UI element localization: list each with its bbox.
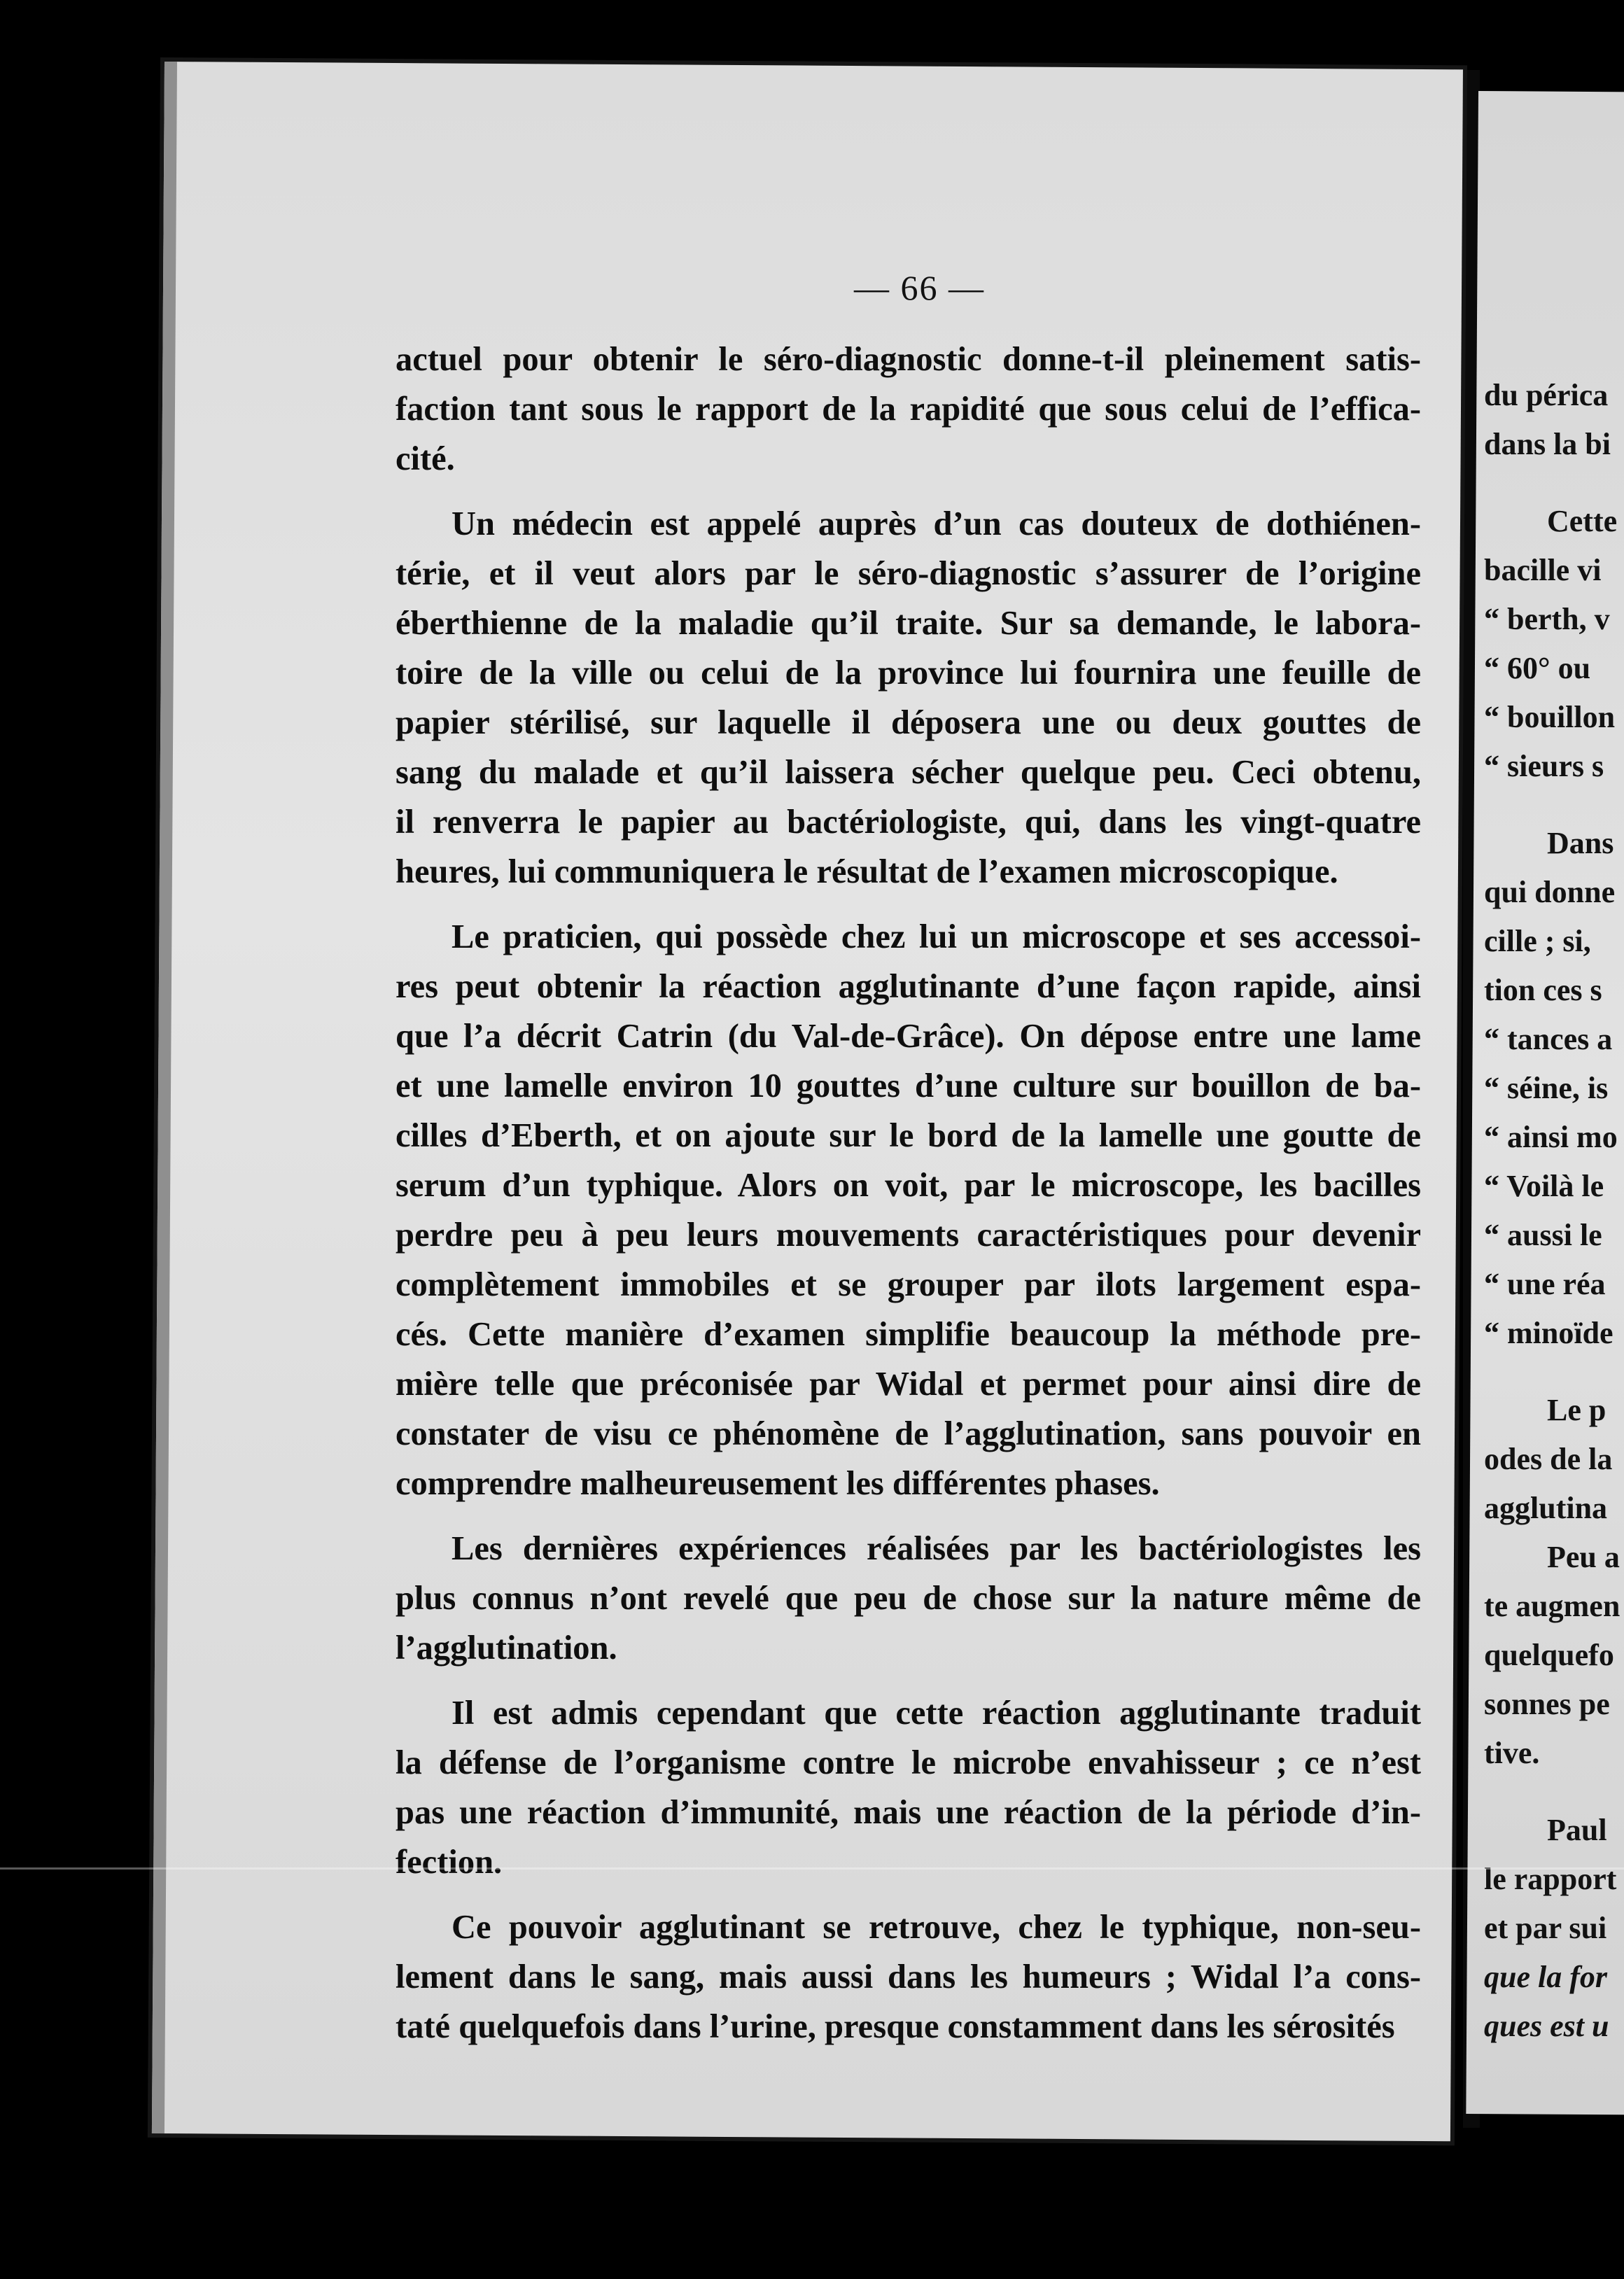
paragraph [396, 1524, 1421, 1673]
adjacent-text-line: sonnes pe [1484, 1687, 1610, 1721]
paragraph [396, 499, 1421, 897]
text-line: constater de visu ce phénomène de l’agglutination, sans pouvoir en [396, 1415, 1421, 1452]
text-line: toire de la ville ou celui de la province lui fournira une feuille de [396, 654, 1421, 692]
adjacent-text-line: et par sui [1484, 1911, 1607, 1945]
text-line: l’agglutination. [396, 1629, 617, 1667]
adjacent-text-line: Le p [1547, 1393, 1606, 1427]
text-line: et une lamelle environ 10 gouttes d’une culture sur bouillon de ba- [396, 1067, 1421, 1105]
adjacent-text-line: Dans [1547, 826, 1614, 860]
paragraph [396, 335, 1421, 484]
text-line: Il est admis cependant que cette réaction agglutinante traduit [451, 1695, 1421, 1732]
text-line: cilles d’Eberth, et on ajoute sur le bord de la lamelle une goutte de [396, 1117, 1421, 1154]
paragraph-gap [1484, 1778, 1624, 1806]
adjacent-text-line: cille ; si, [1484, 924, 1591, 958]
adjacent-text-line: Peu a [1547, 1540, 1620, 1574]
adjacent-text-line: Cette [1547, 504, 1618, 538]
adjacent-text-line: du périca [1484, 378, 1609, 412]
adjacent-text-line: quelquefo [1484, 1638, 1614, 1672]
text-line: Le praticien, qui possède chez lui un microscope et ses accessoi- [451, 918, 1421, 955]
text-line: plus connus n’ont revelé que peu de chose sur la nature même de [396, 1580, 1421, 1617]
page-body [396, 335, 1421, 2067]
adjacent-text-line: tive. [1484, 1736, 1540, 1770]
paragraph-gap [1484, 791, 1624, 819]
adjacent-text-line: “ séine, is [1484, 1071, 1609, 1105]
adjacent-text-line: Paul [1547, 1813, 1607, 1847]
paragraph [396, 1902, 1421, 2052]
paragraph-gap [1484, 469, 1624, 497]
adjacent-text-line: odes de la [1484, 1442, 1613, 1476]
text-line: heures, lui communiquera le résultat de l’examen microscopique. [396, 853, 1338, 890]
text-line: cité. [396, 440, 455, 477]
text-line: serum d’un typhique. Alors on voit, par le microscope, les bacilles [396, 1167, 1421, 1204]
text-line: sang du malade et qu’il laissera sécher quelque peu. Ceci obtenu, [396, 754, 1421, 791]
scan-artifact-line [0, 1867, 1624, 1870]
paragraph-gap [1484, 1358, 1624, 1386]
text-line: éberthienne de la maladie qu’il traite. Sur sa demande, le labora- [396, 605, 1421, 642]
text-line: perdre peu à peu leurs mouvements caractéristiques pour devenir [396, 1216, 1421, 1254]
adjacent-text-line: “ sieurs s [1484, 749, 1604, 783]
text-line: faction tant sous le rapport de la rapidité que sous celui de l’effica- [396, 391, 1421, 428]
text-line: taté quelquefois dans l’urine, presque constamment dans les sérosités [396, 2008, 1395, 2045]
text-line: fection. [396, 1844, 503, 1881]
paragraph [396, 1688, 1421, 1887]
adjacent-text-line: tion ces s [1484, 973, 1602, 1007]
adjacent-text-line: “ 60° ou [1484, 651, 1591, 685]
adjacent-text-line: “ ainsi mo [1484, 1120, 1618, 1154]
text-line: térie, et il veut alors par le séro-diagnostic s’assurer de l’origine [396, 555, 1421, 592]
text-line: lement dans le sang, mais aussi dans les humeurs ; Widal l’a cons- [396, 1958, 1421, 1996]
adjacent-text-line: te augmen [1484, 1589, 1620, 1623]
text-line: actuel pour obtenir le séro-diagnostic donne-t-il pleinement satis- [396, 341, 1421, 378]
text-line: res peut obtenir la réaction agglutinante d’une façon rapide, ainsi [396, 968, 1421, 1005]
adjacent-text-line: “ Voilà le [1484, 1169, 1604, 1203]
adjacent-text-line: “ tances a [1484, 1022, 1613, 1056]
adjacent-text-line: “ berth, v [1484, 602, 1610, 636]
adjacent-text-line: qui donne [1484, 875, 1616, 909]
adjacent-text-line: “ une réa [1484, 1267, 1606, 1301]
text-line: Ce pouvoir agglutinant se retrouve, chez le typhique, non-seu- [451, 1909, 1421, 1946]
adjacent-text-line: le rapport [1484, 1862, 1617, 1896]
text-line: pas une réaction d’immunité, mais une réaction de la période d’in- [396, 1794, 1421, 1831]
text-line: il renverra le papier au bactériologiste, qui, dans les vingt-quatre [396, 804, 1421, 841]
adjacent-text-line: agglutina [1484, 1491, 1608, 1525]
adjacent-text-line: ques est u [1484, 2009, 1609, 2043]
adjacent-text-line: “ minoïde [1484, 1316, 1614, 1350]
text-line: la défense de l’organisme contre le microbe envahisseur ; ce n’est [396, 1744, 1421, 1781]
text-line: que l’a décrit Catrin (du Val-de-Grâce). On dépose entre une lame [396, 1018, 1421, 1055]
adjacent-text-line: “ bouillon [1484, 700, 1616, 734]
adjacent-text-line: “ aussi le [1484, 1218, 1602, 1252]
adjacent-text-line: bacille vi [1484, 553, 1602, 587]
text-line: Les dernières expériences réalisées par les bactériologistes les [451, 1530, 1421, 1567]
text-line: mière telle que préconisée par Widal et permet pour ainsi dire de [396, 1366, 1421, 1403]
text-line: cés. Cette manière d’examen simplifie beaucoup la méthode pre- [396, 1316, 1421, 1353]
text-line: Un médecin est appelé auprès d’un cas douteux de dothiénen- [451, 505, 1421, 542]
adjacent-text-line: dans la bi [1484, 427, 1611, 461]
paragraph [396, 912, 1421, 1508]
text-line: complètement immobiles et se grouper par ilots largement espa- [396, 1266, 1421, 1303]
text-line: comprendre malheureusement les différentes phases. [396, 1465, 1160, 1502]
adjacent-page-text [1484, 371, 1624, 2051]
page-number: — 66 — [854, 268, 985, 307]
adjacent-text-line: que la for [1484, 1960, 1607, 1994]
text-line: papier stérilisé, sur laquelle il déposera une ou deux gouttes de [396, 704, 1421, 741]
